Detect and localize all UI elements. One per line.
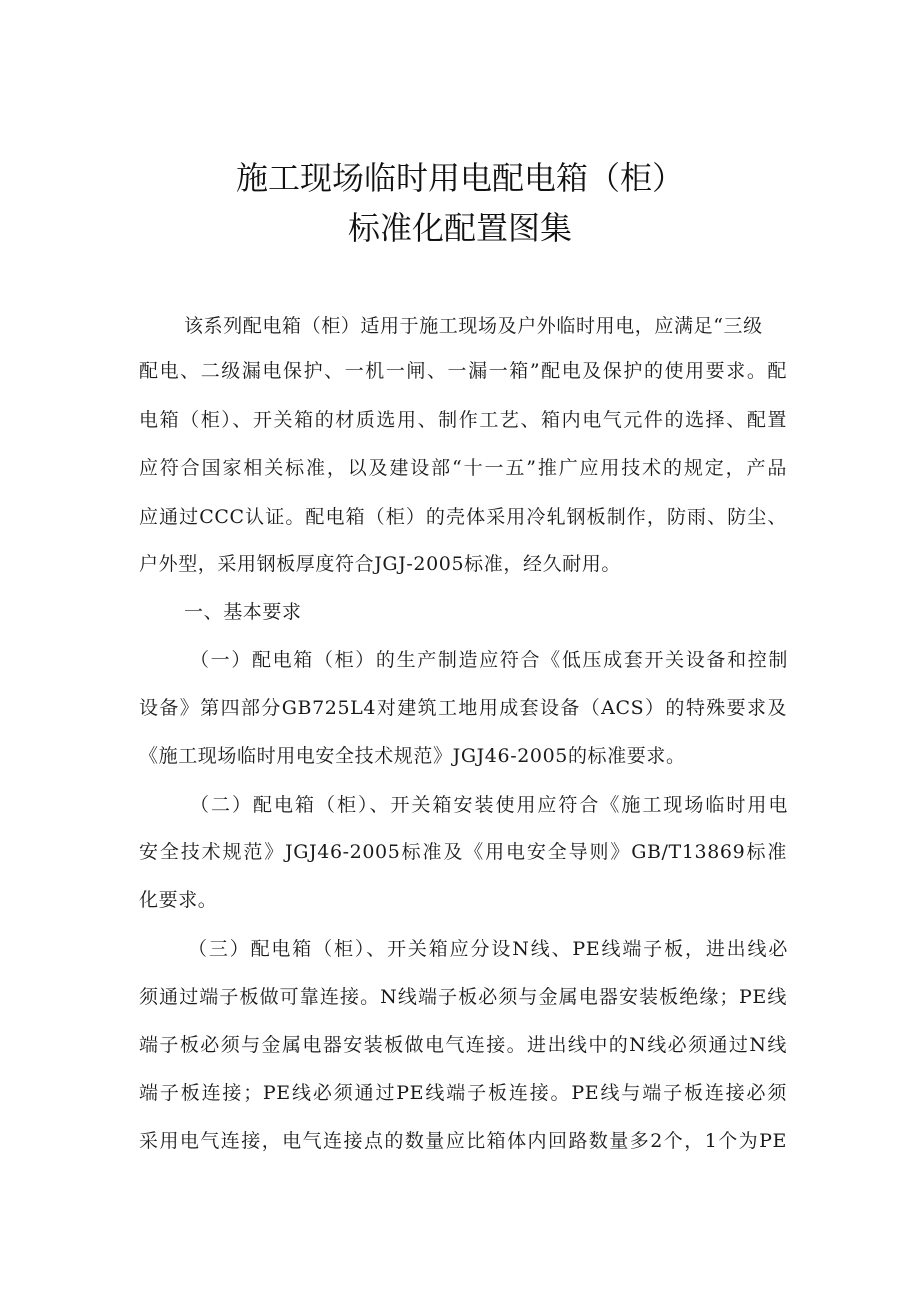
item-1-line-3: 《施工现场临时用电安全技术规范》JGJ46-2005的标准要求。 [139, 745, 686, 767]
item-2-line-1: （二）配电箱（柜）、开关箱安装使用应符合《施工现场临时用电 [190, 794, 788, 816]
item-2-line-2: 安全技术规范》JGJ46-2005标准及《用电安全导则》GB/T13869标准 [139, 841, 787, 863]
section-heading: 一、基本要求 [184, 601, 302, 623]
item-1-line-1: （一）配电箱（柜）的生产制造应符合《低压成套开关设备和控制 [190, 649, 788, 671]
intro-line-5: 应通过CCC认证。配电箱（柜）的壳体采用冷轧钢板制作，防雨、防尘、 [139, 506, 787, 528]
intro-line-3: 电箱（柜）、开关箱的材质选用、制作工艺、箱内电气元件的选择、配置 [139, 409, 787, 431]
item-3-line-3: 端子板必须与金属电器安装板做电气连接。进出线中的N线必须通过N线 [139, 1034, 787, 1056]
intro-line-2: 配电、二级漏电保护、一机一闸、一漏一箱”配电及保护的使用要求。配 [139, 360, 787, 382]
intro-line-4: 应符合国家相关标准，以及建设部“十一五”推广应用技术的规定，产品 [139, 457, 787, 479]
item-3-line-5: 采用电气连接，电气连接点的数量应比箱体内回路数量多2个，1个为PE [139, 1130, 787, 1152]
intro-line-1: 该系列配电箱（柜）适用于施工现场及户外临时用电，应满足“三级 [184, 315, 763, 337]
item-3-line-1: （三）配电箱（柜）、开关箱应分设N线、PE线端子板，进出线必 [188, 938, 788, 960]
document-title-line-1: 施工现场临时用电配电箱（柜） [235, 159, 684, 197]
item-3-line-4: 端子板连接；PE线必须通过PE线端子板连接。PE线与端子板连接必须 [139, 1082, 787, 1104]
item-2-line-3: 化要求。 [139, 889, 218, 911]
intro-line-6: 户外型，采用钢板厚度符合JGJ-2005标准，经久耐用。 [139, 553, 621, 575]
item-3-line-2: 须通过端子板做可靠连接。N线端子板必须与金属电器安装板绝缘；PE线 [139, 986, 787, 1008]
item-1-line-2: 设备》第四部分GB725L4对建筑工地用成套设备（ACS）的特殊要求及 [139, 697, 787, 719]
document-title-line-2: 标准化配置图集 [347, 209, 572, 247]
